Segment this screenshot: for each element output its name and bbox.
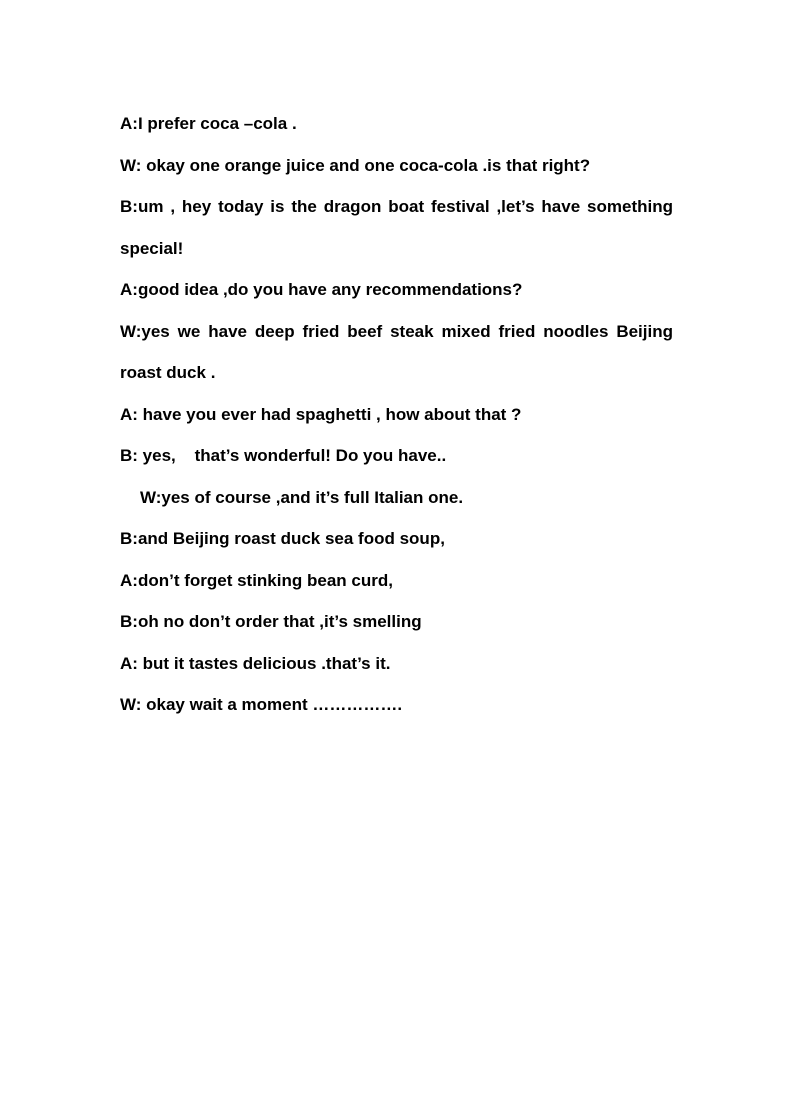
dialogue-line: A:I prefer coca –cola .	[120, 114, 297, 133]
dialogue-line: B:and Beijing roast duck sea food soup,	[120, 529, 445, 548]
dialogue-line: A:don’t forget stinking bean curd,	[120, 570, 393, 590]
dialogue-line: A: have you ever had spaghetti , how about that ?	[120, 404, 522, 424]
dialogue-line: W:yes we have deep fried beef steak mixed fried noodles Beijing	[120, 321, 673, 341]
dialogue-line: W: okay one orange juice and one coca-cola .is that right?	[120, 155, 591, 175]
dialogue-line: B:um , hey today is the dragon boat festival ,let’s have something	[120, 197, 673, 216]
dialogue-text	[120, 103, 673, 726]
dialogue-line: A:good idea ,do you have any recommendations?	[120, 280, 523, 299]
dialogue-line: A: but it tastes delicious .that’s it.	[120, 653, 391, 673]
dialogue-line: B:oh no don’t order that ,it’s smelling	[120, 612, 422, 631]
dialogue-line: special!	[120, 238, 184, 258]
dialogue-line: W: okay wait a moment …………….	[120, 695, 403, 714]
dialogue-line: roast duck .	[120, 363, 216, 382]
dialogue-line: B: yes, that’s wonderful! Do you have..	[120, 446, 447, 465]
dialogue-line: W:yes of course ,and it’s full Italian one.	[140, 487, 464, 507]
